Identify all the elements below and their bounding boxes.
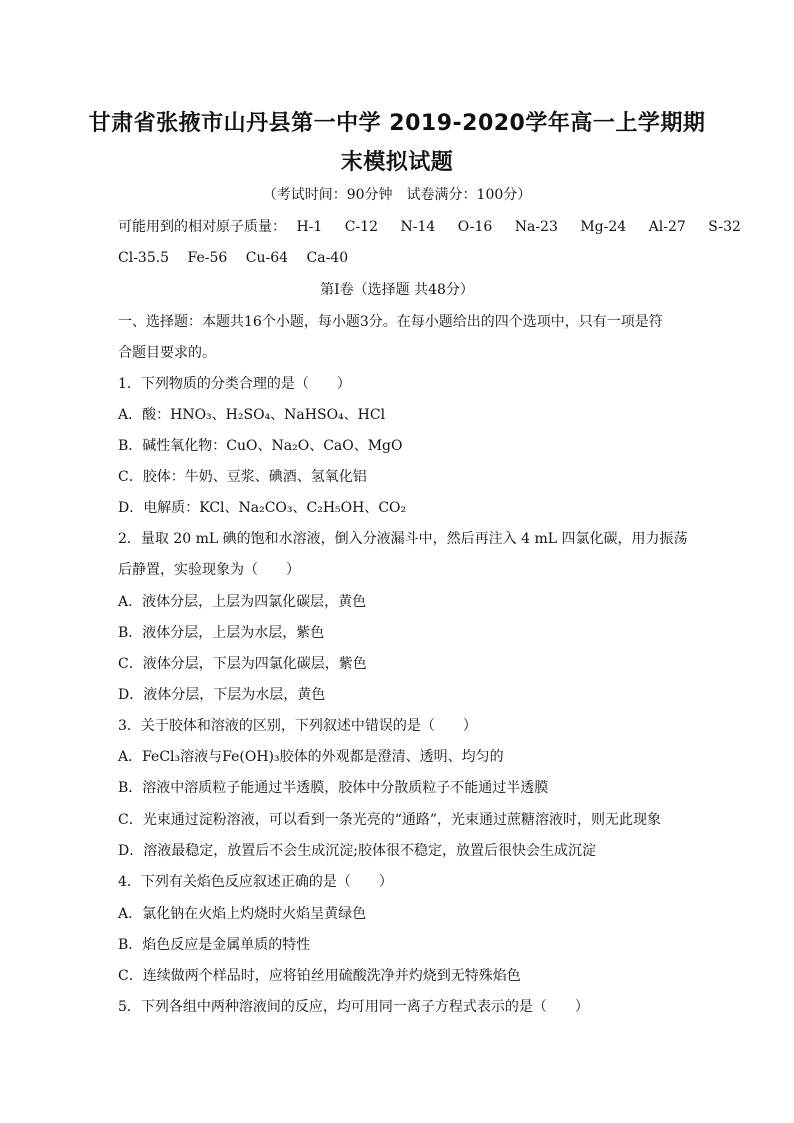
atomic-masses-row-2 — [118, 249, 348, 267]
option-formula: KCl、Na₂CO₃、C₂H₅OH、CO₂ — [199, 500, 407, 516]
option-label: D．电解质： — [118, 500, 200, 516]
question-2-option-b: B．液体分层，上层为水层，紫色 — [118, 625, 325, 641]
question-3-option-d: D．溶液最稳定，放置后不会生成沉淀;胶体很不稳定，放置后很快会生成沉淀 — [118, 843, 596, 859]
question-1-option-c: C．胶体：牛奶、豆浆、碘酒、氢氧化铝 — [118, 469, 367, 485]
atomic-mass-item: Ca-40 — [306, 250, 349, 266]
atomic-mass-item: H-1 — [296, 219, 323, 235]
exam-title-line-1: 甘肃省张掖市山丹县第一中学 2019-2020学年高一上学期期 — [88, 111, 706, 136]
option-formula: HNO₃、H₂SO₄、NaHSO₄、HCl — [170, 407, 386, 423]
option-label: A．酸： — [118, 407, 171, 423]
atomic-mass-item: C-12 — [344, 219, 379, 235]
atomic-masses-row-1 — [118, 218, 741, 236]
instructions-line-2: 合题目要求的。 — [118, 345, 216, 361]
atomic-mass-item: Fe-56 — [187, 250, 228, 266]
question-2-stem-line-1: 2．量取 20 mL 碘的饱和水溶液，倒入分液漏斗中，然后再注入 4 mL 四氯化碳，用力振荡 — [118, 531, 688, 547]
question-4-option-b: B．焰色反应是金属单质的特性 — [118, 937, 311, 953]
instructions-line-1: 一、选择题：本题共16个小题，每小题3分。在每小题给出的四个选项中，只有一项是符 — [118, 314, 663, 330]
question-1-option-b — [118, 437, 403, 455]
question-2-option-a: A．液体分层，上层为四氯化碳层，黄色 — [118, 594, 367, 610]
exam-title-line-2: 末模拟试题 — [340, 150, 454, 175]
question-5-stem: 5．下列各组中两种溶液间的反应，均可用同一离子方程式表示的是（ ） — [118, 999, 589, 1015]
question-3-option-c: C．光束通过淀粉溶液，可以看到一条光亮的“通路”，光束通过蔗糖溶液时，则无此现象 — [118, 812, 662, 828]
atomic-mass-item: Mg-24 — [580, 219, 627, 235]
atomic-mass-item: S-32 — [708, 219, 741, 235]
atomic-mass-item: Na-23 — [514, 219, 558, 235]
question-1-option-a — [118, 406, 385, 424]
question-2-option-c: C．液体分层，下层为四氯化碳层，紫色 — [118, 656, 367, 672]
atomic-mass-item: N-14 — [400, 219, 436, 235]
option-formula: CuO、Na₂O、CaO、MgO — [226, 438, 403, 454]
question-4-stem: 4．下列有关焰色反应叙述正确的是（ ） — [118, 874, 393, 890]
question-4-option-c: C．连续做两个样品时，应将铂丝用硫酸洗净并灼烧到无特殊焰色 — [118, 968, 521, 984]
atomic-mass-label: 可能用到的相对原子质量： — [118, 219, 286, 235]
question-2-stem-line-2: 后静置，实验现象为（ ） — [118, 562, 300, 578]
exam-meta: （考试时间：90分钟 试卷满分：100分） — [262, 187, 532, 203]
option-label: B．碱性氧化物： — [118, 438, 227, 454]
question-3-option-a: A．FeCl₃溶液与Fe(OH)₃胶体的外观都是澄清、透明、均匀的 — [118, 749, 504, 765]
section-title: 第Ⅰ卷（选择题 共48分） — [320, 282, 474, 298]
atomic-mass-item: Cl-35.5 — [118, 250, 170, 266]
question-1-stem: 1．下列物质的分类合理的是（ ） — [118, 376, 351, 392]
atomic-mass-item: O-16 — [457, 219, 493, 235]
atomic-mass-item: Cu-64 — [245, 250, 289, 266]
question-3-option-b: B．溶液中溶质粒子能通过半透膜，胶体中分散质粒子不能通过半透膜 — [118, 780, 549, 796]
question-3-stem: 3．关于胶体和溶液的区别，下列叙述中错误的是（ ） — [118, 718, 477, 734]
question-4-option-a: A．氯化钠在火焰上灼烧时火焰呈黄绿色 — [118, 906, 367, 922]
question-2-option-d: D．液体分层，下层为水层，黄色 — [118, 687, 326, 703]
atomic-mass-item: Al-27 — [648, 219, 686, 235]
question-1-option-d — [118, 499, 406, 517]
